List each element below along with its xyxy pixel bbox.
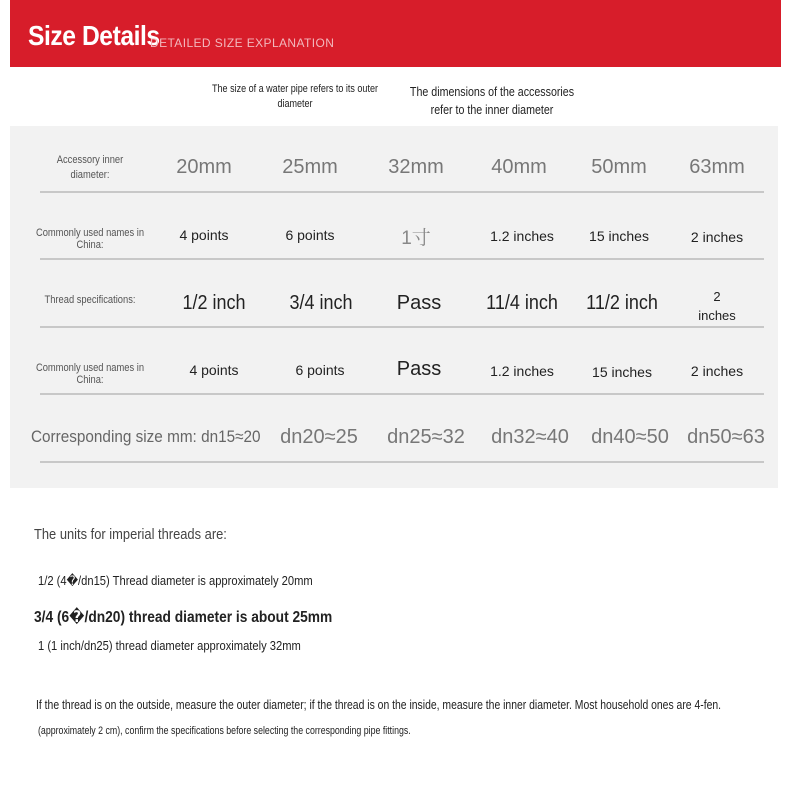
thread-line-three-quarter-inch: 3/4 (6�/dn20) thread diameter is about 25mm	[34, 609, 333, 626]
table-cell: Pass	[396, 358, 442, 380]
table-cell: 6 points	[285, 227, 335, 243]
table-cell: Pass	[396, 292, 442, 314]
measurement-instructions-cont: (approximately 2 cm), confirm the specifications before selecting the corresponding pipe fittings.	[38, 725, 411, 737]
outer-note-line2: diameter	[277, 98, 313, 110]
inner-note-line2: refer to the inner diameter	[430, 102, 554, 117]
table-cell: 20mm	[176, 156, 232, 178]
table-cell: dn25≈32	[387, 426, 465, 448]
table-cell: 11/4 inch	[486, 292, 558, 314]
table-cell: 11/2 inch	[586, 292, 658, 314]
row-divider	[40, 461, 764, 463]
table-cell: 15 inches	[592, 364, 652, 380]
table-cell: 2 inches	[690, 229, 744, 245]
row-divider	[40, 393, 764, 395]
units-heading: The units for imperial threads are:	[34, 526, 227, 543]
table-cell: dn20≈25	[280, 426, 358, 448]
row-label-line1: Accessory inner	[56, 154, 124, 166]
table-cell: 1寸	[401, 228, 431, 249]
thread-line-one-inch: 1 (1 inch/dn25) thread diameter approximately 32mm	[38, 638, 301, 653]
outer-diameter-note	[193, 82, 398, 112]
table-cell: 32mm	[388, 156, 444, 178]
measurement-instructions: If the thread is on the outside, measure the outer diameter; if the thread is on the inside, measure the inner diameter. Most household ones are 4-fen.	[36, 697, 722, 712]
inner-note-line1: The dimensions of the accessories	[409, 84, 575, 99]
table-cell: 1.2 inches	[490, 228, 554, 244]
header-banner	[10, 0, 781, 67]
table-cell: 4 points	[179, 227, 229, 243]
table-cell: 25mm	[282, 156, 338, 178]
cell-line2: inches	[698, 308, 736, 323]
row-divider	[40, 326, 764, 328]
row-label: Commonly used names in China:	[35, 362, 145, 386]
table-cell: 6 points	[295, 362, 345, 378]
table-cell: 63mm	[689, 156, 745, 178]
table-cell: 1/2 inch	[182, 292, 246, 314]
page-title: Size Details	[28, 20, 160, 51]
row-label-line2: diameter:	[70, 169, 110, 181]
outer-note-line1: The size of a water pipe refers to its outer	[212, 83, 378, 95]
inner-diameter-note	[394, 83, 591, 119]
cell-line1: 2	[713, 289, 721, 304]
table-cell: dn40≈50	[591, 426, 669, 448]
table-cell: 15 inches	[589, 228, 649, 244]
table-cell: dn32≈40	[491, 426, 569, 448]
table-cell: 50mm	[591, 156, 647, 178]
row-divider	[40, 191, 764, 193]
row-label: Thread specifications:	[44, 294, 136, 306]
dn-row-label: Corresponding size mm: dn15≈20	[31, 427, 261, 446]
table-cell: 1.2 inches	[490, 363, 554, 379]
table-cell: 4 points	[189, 362, 239, 378]
row-label: Commonly used names in China:	[35, 227, 145, 251]
row-divider	[40, 258, 764, 260]
page-subtitle: DETAILED SIZE EXPLANATION	[150, 36, 335, 50]
thread-line-half-inch: 1/2 (4�/dn15) Thread diameter is approximately 20mm	[38, 573, 313, 588]
row-label	[22, 153, 158, 183]
table-cell: 2 inches	[690, 363, 744, 379]
table-cell: 3/4 inch	[289, 292, 353, 314]
table-cell: dn50≈63	[687, 426, 765, 448]
table-cell	[667, 287, 767, 325]
table-cell: 40mm	[491, 156, 547, 178]
